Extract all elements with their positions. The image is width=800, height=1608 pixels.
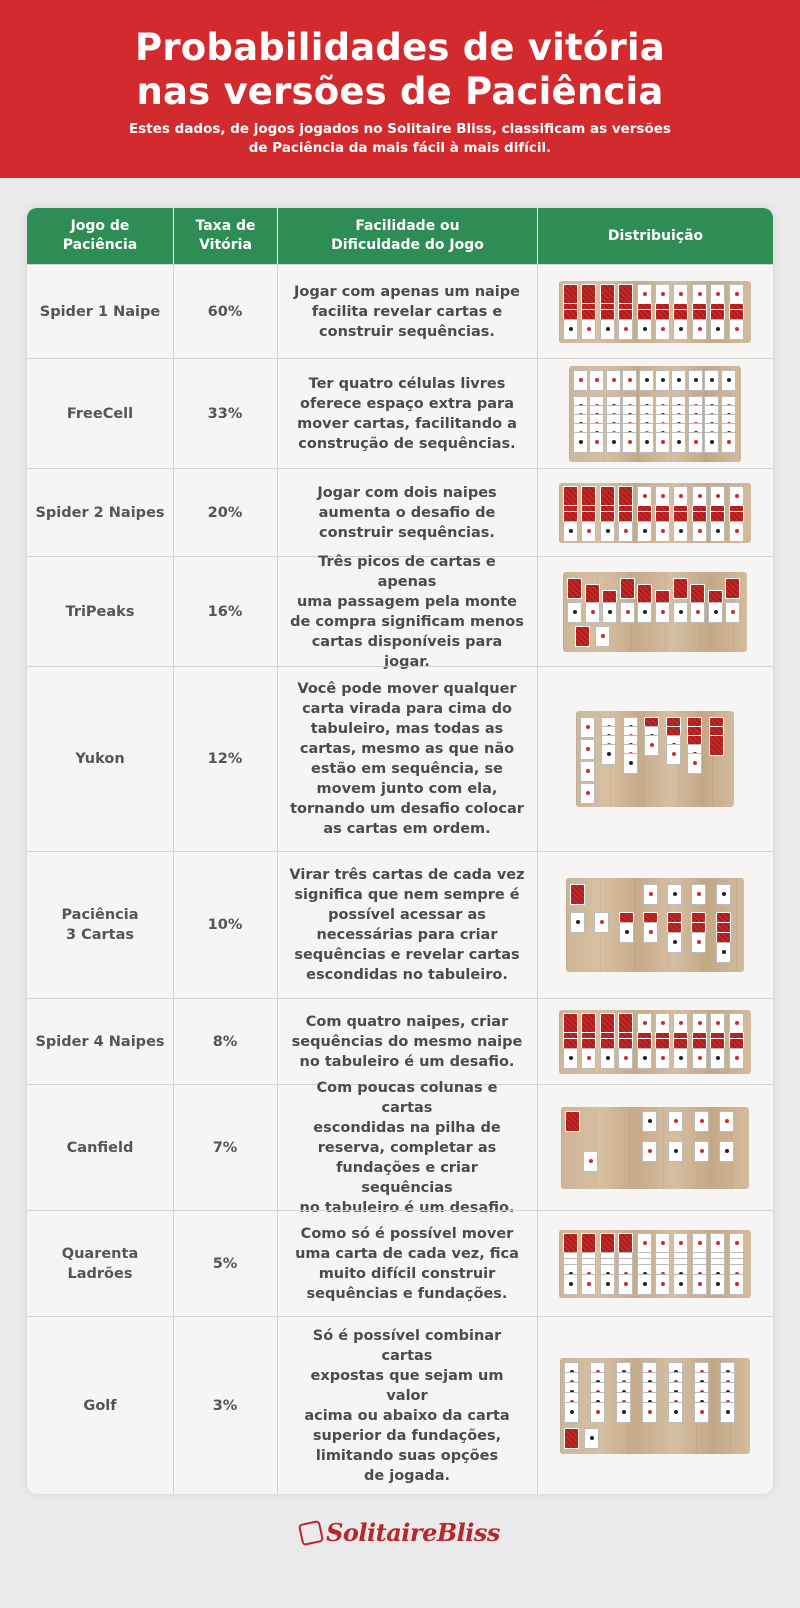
card-graphic <box>594 912 609 933</box>
card-graphic <box>655 1048 670 1069</box>
card-graphic <box>668 1111 683 1132</box>
win-rate: 20% <box>207 504 243 521</box>
card-graphic <box>618 521 633 542</box>
layout-cell <box>537 469 773 556</box>
card-graphic <box>563 1233 578 1254</box>
card-graphic <box>600 1274 615 1295</box>
card-graphic <box>673 1274 688 1295</box>
card-graphic <box>563 1048 578 1069</box>
card-graphic <box>581 1274 596 1295</box>
card-graphic <box>655 1013 670 1034</box>
card-graphic <box>637 521 652 542</box>
difficulty-description: Com poucas colunas e cartas escondidas na pilha de reserva, completar as fundações e criar sequências no tabuleiro é um desafio. <box>299 1079 515 1216</box>
card-graphic <box>602 602 617 623</box>
card-graphic <box>710 284 725 305</box>
layout-cell <box>537 1317 773 1494</box>
card-graphic <box>637 1013 652 1034</box>
card-graphic <box>673 1048 688 1069</box>
card-graphic <box>673 521 688 542</box>
card-graphic <box>595 626 610 647</box>
difficulty-description: Ter quatro células livres oferece espaço extra para mover cartas, facilitando a construção de sequências. <box>297 375 517 452</box>
card-graphic <box>585 602 600 623</box>
table-row <box>27 998 773 1084</box>
card-graphic <box>692 1048 707 1069</box>
layout-cell <box>537 265 773 358</box>
game-name: Spider 4 Naipes <box>35 1033 165 1050</box>
card-graphic <box>619 922 634 943</box>
win-rate: 60% <box>207 303 243 320</box>
card-graphic <box>666 744 681 765</box>
card-graphic <box>655 602 670 623</box>
spider-2-suits-layout <box>559 483 751 543</box>
card-graphic <box>600 284 615 305</box>
card-graphic <box>600 1013 615 1034</box>
card-graphic <box>729 1048 744 1069</box>
layout-cell <box>537 557 773 666</box>
card-graphic <box>729 1233 744 1254</box>
card-graphic <box>600 1233 615 1254</box>
card-graphic <box>580 761 595 782</box>
spider-4-suits-layout <box>559 1010 751 1074</box>
card-graphic <box>710 1013 725 1034</box>
card-graphic <box>622 370 637 391</box>
card-graphic <box>583 1151 598 1172</box>
spider-1-suit-layout <box>559 281 751 343</box>
win-rate: 7% <box>212 1139 238 1156</box>
card-graphic <box>704 370 719 391</box>
win-rate: 8% <box>212 1033 238 1050</box>
card-graphic <box>637 319 652 340</box>
card-graphic <box>637 1274 652 1295</box>
card-graphic <box>716 884 731 905</box>
card-graphic <box>692 486 707 507</box>
card-graphic <box>710 1048 725 1069</box>
card-graphic <box>580 739 595 760</box>
card-graphic <box>688 370 703 391</box>
card-graphic <box>704 432 719 453</box>
card-graphic <box>589 370 604 391</box>
layout-cell <box>537 359 773 468</box>
card-graphic <box>725 578 740 599</box>
column-header-game: Jogo de Paciência <box>62 218 138 253</box>
table-row <box>27 666 773 851</box>
table-row <box>27 468 773 556</box>
win-rate: 5% <box>212 1255 238 1272</box>
card-graphic <box>687 753 702 774</box>
card-graphic <box>606 370 621 391</box>
page-subtitle: Estes dados, de jogos jogados no Solitaire Bliss, classificam as versões de Paciência da mais fácil à mais difícil. <box>129 121 671 156</box>
card-graphic <box>637 1048 652 1069</box>
card-graphic <box>694 1111 709 1132</box>
card-graphic <box>655 284 670 305</box>
difficulty-description: Você pode mover qualquer carta virada para cima do tabuleiro, mas todas as cartas, mesmo as que não estão em sequência, se movem junto com ela, tornando um desafio colocar as cartas em ordem. <box>290 681 524 837</box>
card-graphic <box>618 1233 633 1254</box>
card-graphic <box>673 1013 688 1034</box>
card-graphic <box>725 602 740 623</box>
card-graphic <box>655 521 670 542</box>
card-graphic <box>620 578 635 599</box>
card-graphic <box>692 1013 707 1034</box>
card-graphic <box>719 1141 734 1162</box>
card-graphic <box>729 486 744 507</box>
card-graphic <box>581 1013 596 1034</box>
game-name: Paciência 3 Cartas <box>61 907 139 943</box>
card-graphic <box>563 284 578 305</box>
card-graphic <box>721 370 736 391</box>
page-header <box>0 0 800 178</box>
card-graphic <box>616 1402 631 1423</box>
game-name: FreeCell <box>66 405 134 422</box>
card-graphic <box>655 486 670 507</box>
card-graphic <box>709 735 724 756</box>
card-graphic <box>692 319 707 340</box>
game-name: Canfield <box>66 1139 134 1156</box>
klondike-3-card-layout <box>566 878 744 972</box>
card-graphic <box>643 884 658 905</box>
card-graphic <box>573 370 588 391</box>
card-graphic <box>570 912 585 933</box>
tripeaks-layout <box>563 572 747 652</box>
card-graphic <box>637 602 652 623</box>
card-graphic <box>673 319 688 340</box>
card-graphic <box>668 1141 683 1162</box>
card-graphic <box>642 1111 657 1132</box>
card-graphic <box>581 521 596 542</box>
game-name: Spider 2 Naipes <box>35 504 165 521</box>
card-graphic <box>690 602 705 623</box>
column-divider <box>173 264 174 1494</box>
card-graphic <box>618 1274 633 1295</box>
card-graphic <box>673 486 688 507</box>
card-graphic <box>655 432 670 453</box>
card-graphic <box>581 1048 596 1069</box>
card-graphic <box>673 578 688 599</box>
card-graphic <box>618 284 633 305</box>
card-graphic <box>710 319 725 340</box>
card-graphic <box>563 319 578 340</box>
card-graphic <box>729 1274 744 1295</box>
card-graphic <box>642 1141 657 1162</box>
golf-layout <box>560 1358 750 1454</box>
card-graphic <box>601 744 616 765</box>
card-graphic <box>563 1274 578 1295</box>
column-header-difficulty: Facilidade ou Dificuldade do Jogo <box>277 208 537 264</box>
card-graphic <box>639 370 654 391</box>
card-graphic <box>590 1402 605 1423</box>
card-graphic <box>575 626 590 647</box>
difficulty-description: Virar três cartas de cada vez significa que nem sempre é possível acessar as necessárias para criar sequências e revelar cartas escondidas no tabuleiro. <box>289 867 525 983</box>
win-rate: 10% <box>207 917 243 933</box>
card-graphic <box>581 319 596 340</box>
difficulty-description: Com quatro naipes, criar sequências do mesmo naipe no tabuleiro é um desafio. <box>291 1013 523 1070</box>
card-graphic <box>637 486 652 507</box>
card-graphic <box>563 1013 578 1034</box>
difficulty-description: Jogar com dois naipes aumenta o desafio de construir sequências. <box>317 484 497 541</box>
card-graphic <box>622 432 637 453</box>
win-rate-table <box>27 208 773 1494</box>
table-row <box>27 358 773 468</box>
card-graphic <box>694 1141 709 1162</box>
layout-cell <box>537 667 773 851</box>
card-graphic <box>692 1274 707 1295</box>
table-row <box>27 264 773 358</box>
card-graphic <box>729 284 744 305</box>
layout-cell <box>537 1085 773 1210</box>
card-graphic <box>563 486 578 507</box>
layout-cell <box>537 1211 773 1316</box>
card-graphic <box>655 1233 670 1254</box>
win-rate: 3% <box>212 1397 238 1414</box>
difficulty-description: Jogar com apenas um naipe facilita revelar cartas e construir sequências. <box>294 283 520 340</box>
table-header <box>27 208 773 264</box>
card-graphic <box>688 432 703 453</box>
card-graphic <box>618 1048 633 1069</box>
card-graphic <box>671 432 686 453</box>
card-graphic <box>623 753 638 774</box>
card-graphic <box>655 1274 670 1295</box>
column-divider <box>277 264 278 1494</box>
game-name: Quarenta Ladrões <box>61 1245 139 1282</box>
canfield-layout <box>561 1107 749 1189</box>
card-graphic <box>721 432 736 453</box>
card-graphic <box>563 521 578 542</box>
card-graphic <box>691 932 706 953</box>
table-row <box>27 1316 773 1494</box>
card-graphic <box>573 432 588 453</box>
card-graphic <box>618 486 633 507</box>
card-graphic <box>667 932 682 953</box>
card-graphic <box>637 284 652 305</box>
card-graphic <box>710 1233 725 1254</box>
difficulty-description: Como só é possível mover uma carta de cada vez, fica muito difícil construir sequências e fundações. <box>295 1225 519 1302</box>
yukon-layout <box>576 711 734 807</box>
table-row <box>27 1210 773 1316</box>
card-graphic <box>606 432 621 453</box>
card-graphic <box>673 284 688 305</box>
card-graphic <box>565 1111 580 1132</box>
layout-cell <box>537 999 773 1084</box>
card-graphic <box>655 370 670 391</box>
win-rate: 12% <box>207 751 243 767</box>
card-graphic <box>692 1233 707 1254</box>
card-graphic <box>716 942 731 963</box>
card-graphic <box>567 602 582 623</box>
card-graphic <box>600 486 615 507</box>
game-name: Yukon <box>75 751 125 767</box>
card-graphic <box>673 1233 688 1254</box>
card-graphic <box>580 783 595 804</box>
freecell-layout <box>569 366 741 462</box>
table-row <box>27 553 773 670</box>
difficulty-description: Só é possível combinar cartas expostas que sejam um valor acima ou abaixo da carta superior da fundações, limitando suas opções de jogada. <box>304 1327 510 1484</box>
column-divider <box>537 264 538 1494</box>
card-graphic <box>691 884 706 905</box>
card-graphic <box>584 1428 599 1449</box>
card-graphic <box>644 735 659 756</box>
card-graphic <box>580 717 595 738</box>
game-name: Golf <box>83 1397 117 1414</box>
card-graphic <box>729 1013 744 1034</box>
card-graphic <box>642 1402 657 1423</box>
layout-cell <box>537 852 773 998</box>
win-rate: 16% <box>207 603 243 620</box>
card-graphic <box>639 432 654 453</box>
card-graphic <box>719 1111 734 1132</box>
forty-thieves-layout <box>559 1230 751 1298</box>
card-graphic <box>655 319 670 340</box>
card-graphic <box>671 370 686 391</box>
card-graphic <box>600 1048 615 1069</box>
card-graphic <box>600 319 615 340</box>
game-name: Spider 1 Naipe <box>39 303 161 320</box>
card-graphic <box>618 1013 633 1034</box>
difficulty-description: Três picos de cartas e apenas uma passagem pela monte de compra significam menos cartas disponíveis para jogar. <box>290 553 524 670</box>
table-row <box>27 1079 773 1216</box>
card-graphic <box>710 486 725 507</box>
card-graphic <box>637 1233 652 1254</box>
card-graphic <box>720 1402 735 1423</box>
solitaire-bliss-logo: SolitaireBliss <box>0 1518 800 1547</box>
card-graphic <box>618 319 633 340</box>
card-graphic <box>581 1233 596 1254</box>
page-title: Probabilidades de vitória nas versões de Paciência <box>135 26 665 113</box>
table-row <box>27 851 773 998</box>
card-graphic <box>564 1402 579 1423</box>
card-graphic <box>692 284 707 305</box>
card-graphic <box>564 1428 579 1449</box>
card-graphic <box>570 884 585 905</box>
card-graphic <box>589 432 604 453</box>
card-graphic <box>581 284 596 305</box>
column-header-layout: Distribuição <box>537 208 773 264</box>
card-graphic <box>710 521 725 542</box>
card-logo-icon <box>298 1520 324 1546</box>
card-graphic <box>729 319 744 340</box>
card-graphic <box>708 602 723 623</box>
card-graphic <box>581 486 596 507</box>
card-graphic <box>673 602 688 623</box>
card-graphic <box>620 602 635 623</box>
card-graphic <box>729 521 744 542</box>
game-name: TriPeaks <box>65 603 135 620</box>
card-graphic <box>668 1402 683 1423</box>
card-graphic <box>692 521 707 542</box>
card-graphic <box>667 884 682 905</box>
column-header-rate: Taxa de Vitória <box>173 208 277 264</box>
card-graphic <box>567 578 582 599</box>
card-graphic <box>600 521 615 542</box>
card-graphic <box>643 922 658 943</box>
card-graphic <box>710 1274 725 1295</box>
win-rate: 33% <box>207 405 243 422</box>
card-graphic <box>694 1402 709 1423</box>
